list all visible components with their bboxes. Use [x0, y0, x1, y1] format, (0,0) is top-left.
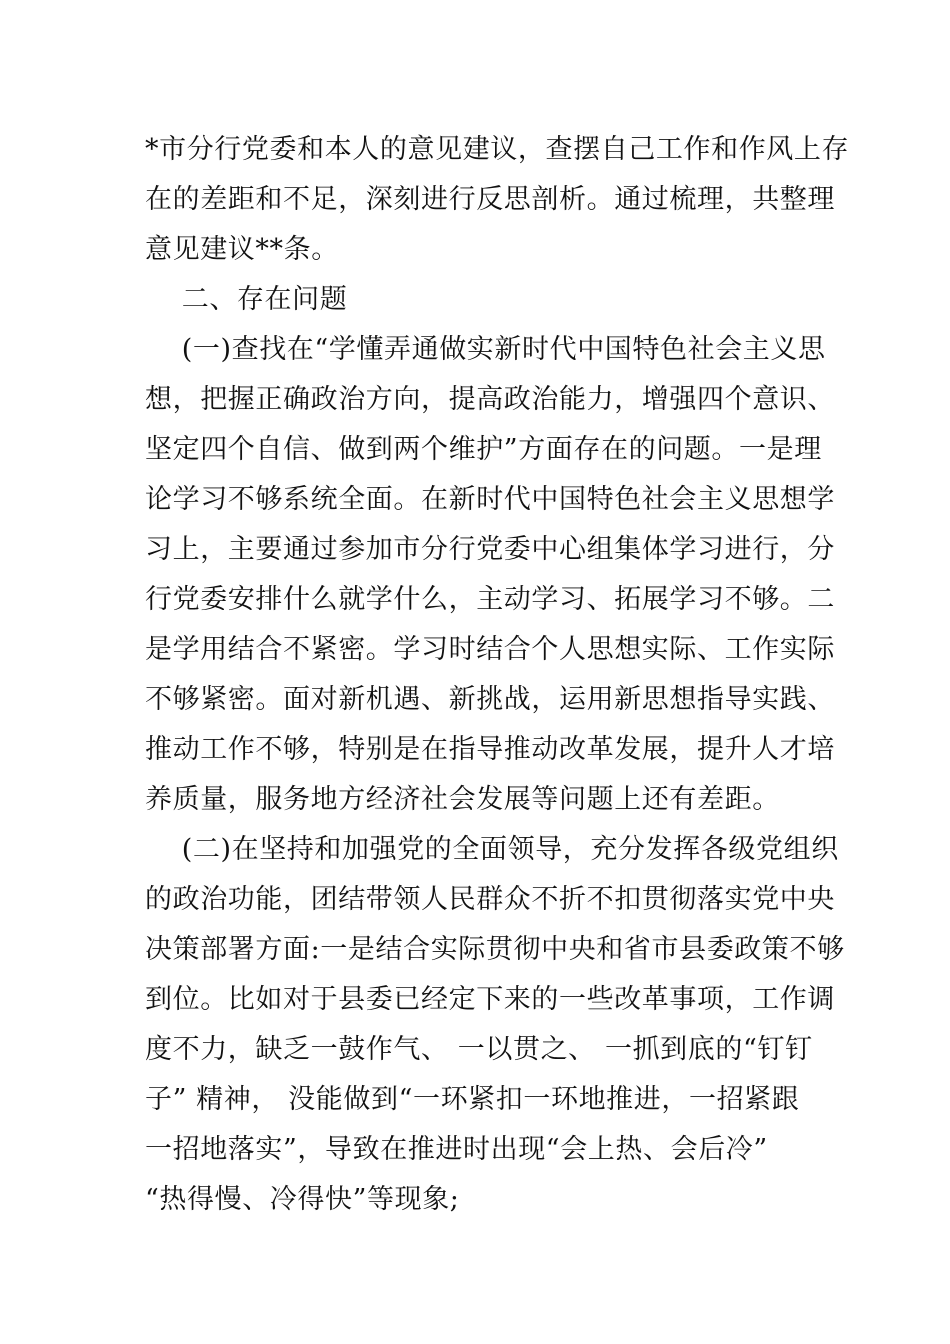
text-line: 决策部署方面:一是结合实际贯彻中央和省市县委政策不够	[145, 934, 845, 965]
text-line: 到位。比如对于县委已经定下来的一些改革事项，工作调	[145, 984, 835, 1015]
text-line: *市分行党委和本人的意见建议，查摆自己工作和作风上存	[145, 134, 850, 165]
text-line: 想，把握正确政治方向，提高政治能力，增强四个意识、	[145, 384, 835, 415]
text-line: 的政治功能，团结带领人民群众不折不扣贯彻落实党中央	[145, 884, 835, 915]
text-line: 子” 精神， 没能做到“一环紧扣一环地推进，一招紧跟	[145, 1084, 800, 1115]
text-line: 是学用结合不紧密。学习时结合个人思想实际、工作实际	[145, 634, 835, 665]
text-line: 习上，主要通过参加市分行党委中心组集体学习进行，分	[145, 534, 835, 565]
text-line: (二)在坚持和加强党的全面领导，充分发挥各级党组织	[145, 834, 839, 865]
section-heading: 二、存在问题	[145, 284, 348, 315]
text-line: 推动工作不够，特别是在指导推动改革发展，提升人才培	[145, 734, 835, 765]
text-line: 不够紧密。面对新机遇、新挑战，运用新思想指导实践、	[145, 684, 835, 715]
text-line: 行党委安排什么就学什么，主动学习、拓展学习不够。二	[145, 584, 835, 615]
text-line: 养质量，服务地方经济社会发展等问题上还有差距。	[145, 784, 780, 815]
text-line: 意见建议**条。	[145, 234, 339, 265]
text-line: 论学习不够系统全面。在新时代中国特色社会主义思想学	[145, 484, 835, 515]
text-line: “热得慢、冷得快”等现象;	[145, 1184, 460, 1215]
text-line: 一招地落实”，导致在推进时出现“会上热、会后冷”	[145, 1134, 768, 1165]
text-line: (一)查找在“学懂弄通做实新时代中国特色社会主义思	[145, 334, 826, 365]
text-line: 度不力，缺乏一鼓作气、 一以贯之、 一抓到底的“钉钉	[145, 1034, 813, 1065]
text-line: 在的差距和不足，深刻进行反思剖析。通过梳理，共整理	[145, 184, 835, 215]
text-line: 坚定四个自信、做到两个维护”方面存在的问题。一是理	[145, 434, 822, 465]
